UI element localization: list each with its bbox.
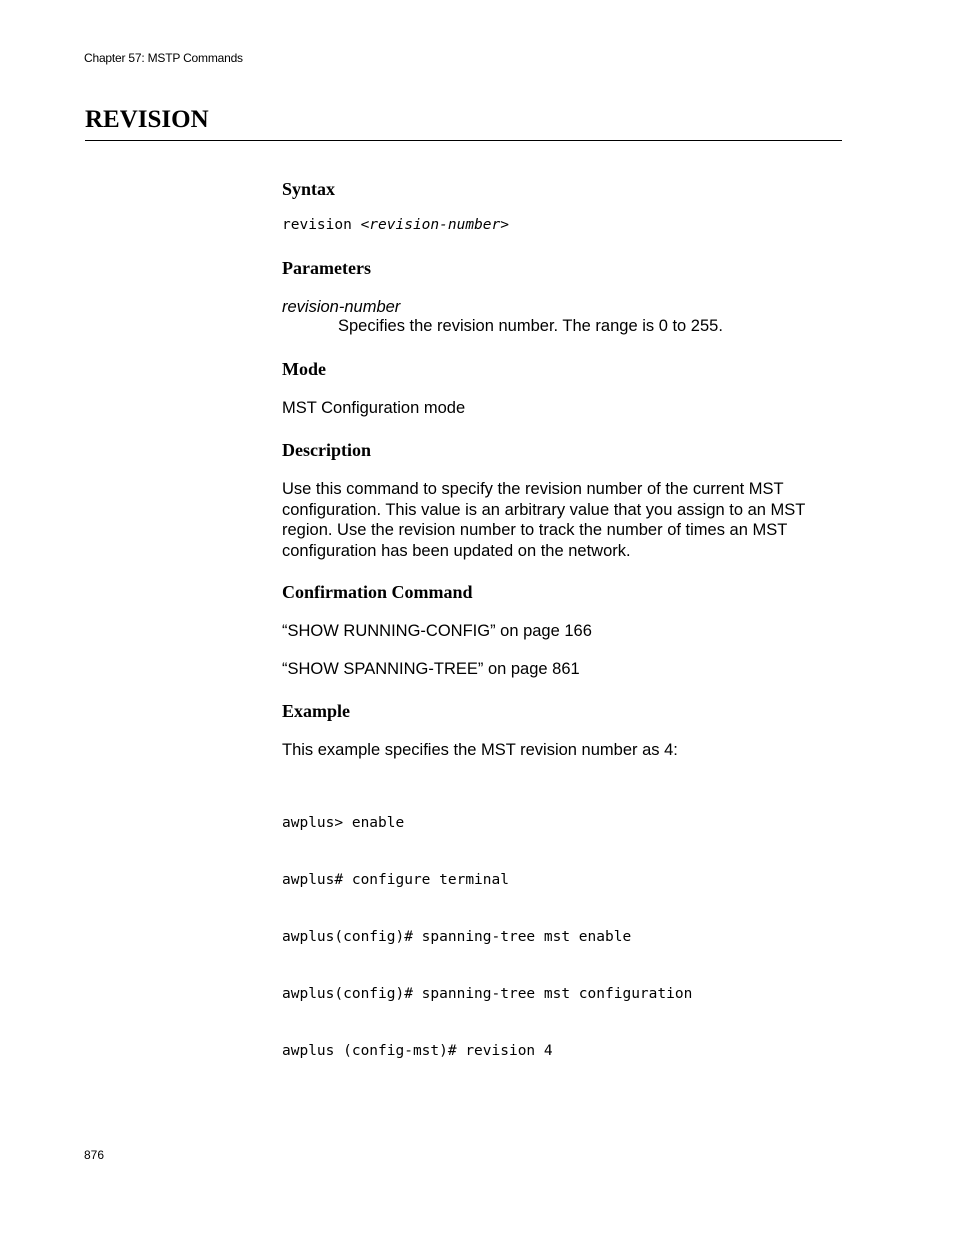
parameter-description: Specifies the revision number. The range is 0 to 255. xyxy=(338,317,723,335)
example-heading: Example xyxy=(282,701,351,721)
title-divider xyxy=(85,140,842,141)
code-line: awplus> enable xyxy=(282,815,405,831)
running-head: Chapter 57: MSTP Commands xyxy=(84,51,243,65)
syntax-argument: <revision-number> xyxy=(360,217,509,233)
page-number: 876 xyxy=(84,1148,105,1162)
syntax-line xyxy=(282,216,509,235)
description-line: Use this command to specify the revision number of the current MST xyxy=(282,480,784,498)
syntax-heading: Syntax xyxy=(282,179,336,199)
syntax-command: revision xyxy=(282,217,361,233)
description-line: configuration has been updated on the network. xyxy=(282,541,631,560)
xref-show-spanning-tree-link[interactable]: “SHOW SPANNING-TREE” on page 861 xyxy=(282,660,580,678)
xref-show-running-config-link[interactable]: “SHOW RUNNING-CONFIG” on page 166 xyxy=(282,622,592,640)
code-line: awplus(config)# spanning-tree mst configuration xyxy=(282,986,693,1002)
page-title: REVISION xyxy=(85,106,209,133)
description-heading: Description xyxy=(282,440,371,460)
description-line: region. Use the revision number to track the number of times an MST xyxy=(282,521,788,539)
example-intro: This example specifies the MST revision number as 4: xyxy=(282,741,678,759)
mode-heading: Mode xyxy=(282,359,326,379)
code-line: awplus (config-mst)# revision 4 xyxy=(282,1043,553,1059)
code-line: awplus# configure terminal xyxy=(282,872,509,888)
description-line: configuration. This value is an arbitrary value that you assign to an MST xyxy=(282,500,806,519)
parameter-name: revision-number xyxy=(282,298,401,316)
description-paragraph xyxy=(282,479,805,561)
parameters-heading: Parameters xyxy=(282,258,371,278)
confirmation-heading: Confirmation Command xyxy=(282,582,473,602)
mode-text: MST Configuration mode xyxy=(282,399,466,417)
example-code-block xyxy=(282,776,692,1099)
code-line: awplus(config)# spanning-tree mst enable xyxy=(282,929,632,945)
